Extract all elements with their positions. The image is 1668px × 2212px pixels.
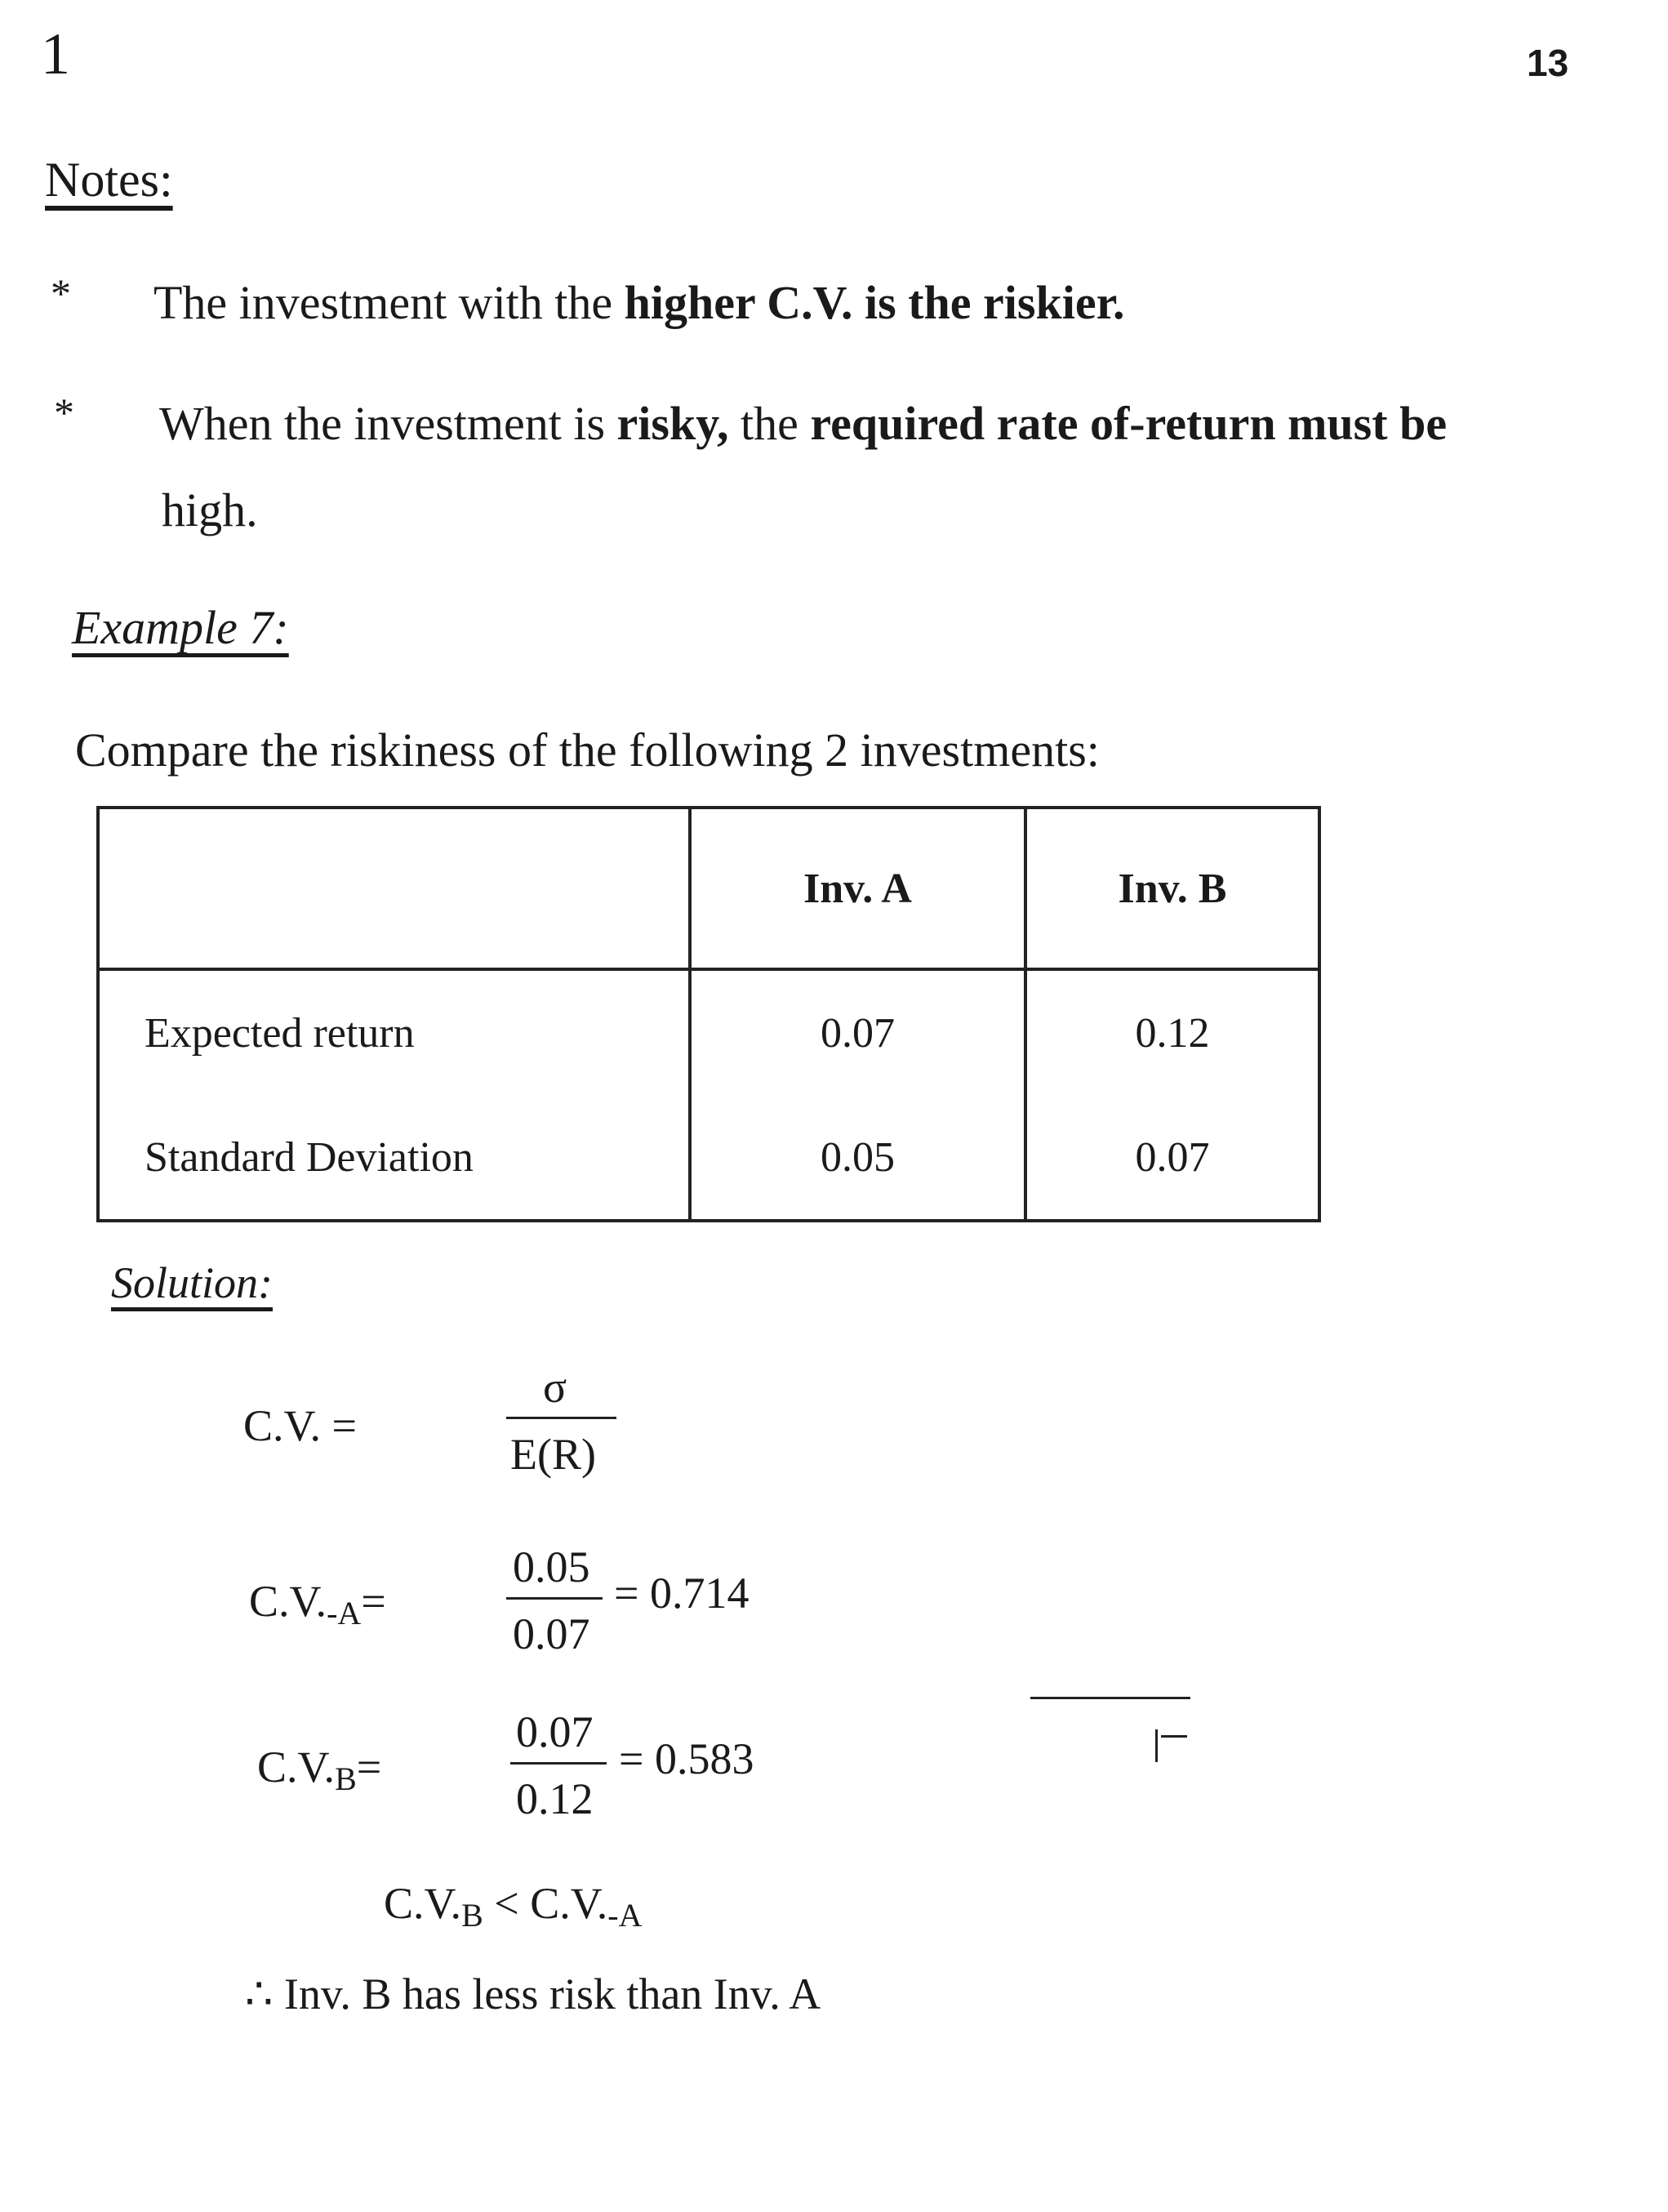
note-text: The investment with the [153, 276, 625, 329]
example-heading: Example 7: [72, 601, 289, 654]
table-row-label: Expected return [145, 1009, 415, 1057]
conclusion-text: Inv. B has less risk than Inv. A [283, 1969, 821, 2018]
pen-mark [1161, 1735, 1187, 1738]
cv-a-lhs [249, 1576, 386, 1631]
fraction-bar [506, 1417, 616, 1419]
cv-b-numerator: 0.07 [516, 1707, 594, 1756]
note-text: When the investment is [159, 397, 617, 450]
equals-sign: = [361, 1577, 386, 1626]
note-emphasis: required rate of-return must be [810, 397, 1448, 450]
table-row-label: Standard Deviation [145, 1133, 474, 1181]
cv-b-label: C.V. [257, 1742, 336, 1791]
table-header-cell: Inv. B [1025, 808, 1319, 969]
solution-heading: Solution: [111, 1258, 273, 1307]
cv-a-denominator: 0.07 [513, 1609, 590, 1658]
cv-b-lhs [257, 1742, 382, 1797]
equals-sign: = [356, 1742, 382, 1791]
table-row [98, 969, 1319, 1095]
note-emphasis: risky, [616, 397, 729, 450]
table-header-cell: Inv. A [690, 808, 1025, 969]
conclusion [245, 1968, 821, 2019]
therefore-symbol: ∴ [245, 1969, 274, 2018]
cv-a-result: = 0.714 [614, 1569, 749, 1618]
bullet-marker: * [54, 389, 74, 435]
comparison-right: C.V. [530, 1879, 608, 1928]
cv-formula-denominator: E(R) [510, 1430, 596, 1479]
comparison-right-subscript: -A [607, 1897, 643, 1934]
pen-mark [1030, 1697, 1190, 1699]
table-row [98, 1095, 1319, 1221]
comparison-operator: < [483, 1879, 531, 1928]
cv-a-label: C.V. [249, 1577, 327, 1626]
note-emphasis: higher C.V. is the riskier. [624, 276, 1125, 329]
table-header-cell [98, 808, 690, 969]
cv-comparison [384, 1878, 643, 1934]
notes-heading: Notes: [45, 153, 173, 207]
cv-a-numerator: 0.05 [513, 1542, 590, 1591]
cv-b-subscript: B [335, 1760, 357, 1797]
bullet-marker: * [51, 270, 71, 316]
note-item-2 [159, 397, 1448, 450]
note-text: the [728, 397, 811, 450]
note-item-1 [153, 276, 1125, 329]
investment-table [96, 806, 1321, 1222]
table-cell: 0.05 [690, 1095, 1025, 1221]
fraction-bar [510, 1762, 607, 1765]
table-cell: 0.07 [690, 969, 1025, 1095]
corner-number: 1 [41, 21, 70, 87]
cv-b-denominator: 0.12 [516, 1774, 594, 1823]
table-cell: 0.12 [1025, 969, 1319, 1095]
comparison-left-subscript: B [461, 1897, 483, 1934]
table-header-row [98, 808, 1319, 969]
cv-formula-numerator: σ [543, 1363, 567, 1412]
cv-a-subscript: -A [327, 1595, 362, 1631]
example-prompt: Compare the riskiness of the following 2 investments: [75, 723, 1100, 777]
page-number: 13 [1527, 42, 1569, 84]
comparison-left: C.V. [384, 1879, 462, 1928]
cv-b-result: = 0.583 [619, 1734, 754, 1783]
cv-formula-lhs: C.V. = [243, 1401, 358, 1450]
table-cell: 0.07 [1025, 1095, 1319, 1221]
fraction-bar [506, 1597, 603, 1600]
note-item-2-continuation: high. [162, 483, 258, 536]
pen-mark [1155, 1729, 1158, 1762]
